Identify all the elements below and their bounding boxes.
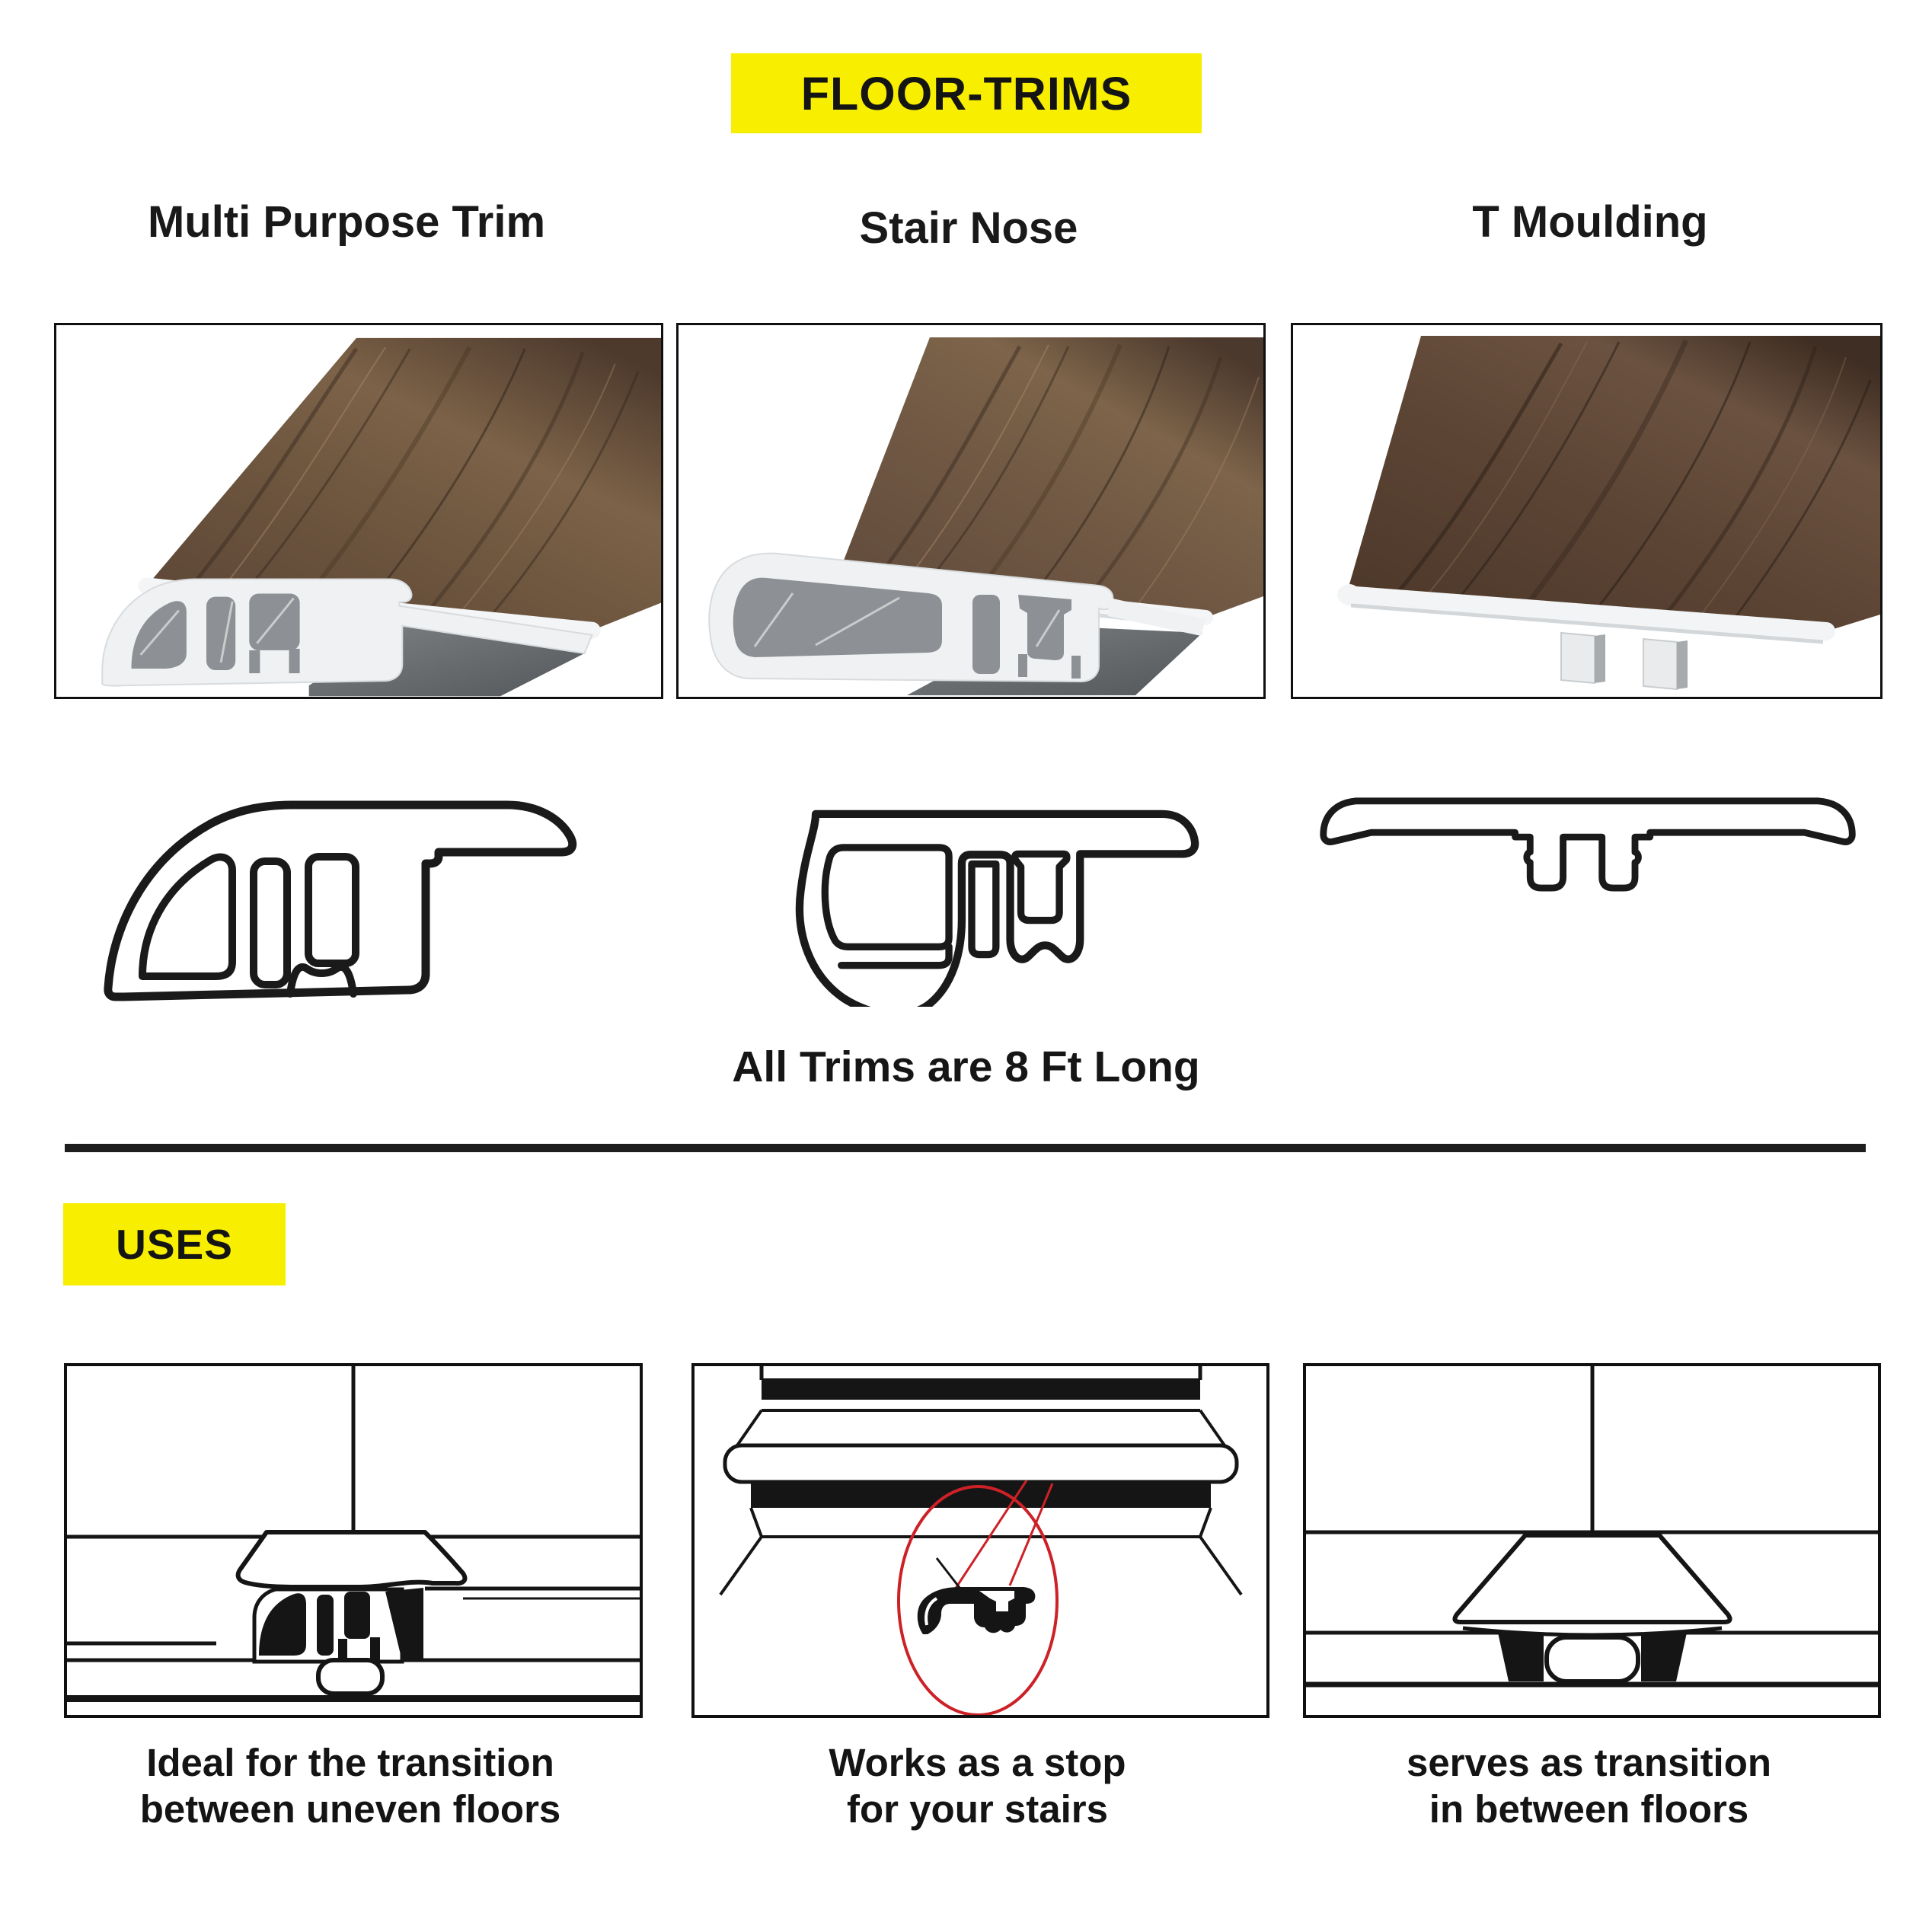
wood-plank: [1346, 336, 1880, 631]
multi-purpose-trim-profile-icon: [99, 775, 590, 1004]
profile-drawing-t-moulding: [1311, 794, 1866, 893]
product-photo-box-stair-nose: [676, 323, 1266, 699]
use-caption-line: serves as transition: [1406, 1741, 1772, 1784]
column-header-stair-nose: Stair Nose: [859, 203, 1078, 253]
use-caption-line: between uneven floors: [139, 1787, 561, 1831]
uses-section-label: USES: [63, 1203, 286, 1285]
column-header-t-moulding: T Moulding: [1472, 197, 1708, 247]
t-moulding-photo: [1293, 325, 1880, 697]
t-moulding-profile-icon: [1311, 794, 1866, 893]
profile-drawing-stair-nose: [750, 778, 1249, 1007]
use-caption-multi-purpose-trim: [64, 1739, 637, 1832]
t-moulding-use-illustration: [1306, 1366, 1878, 1715]
use-caption-line: in between floors: [1429, 1787, 1749, 1831]
use-caption-t-moulding: [1303, 1739, 1875, 1832]
product-photo-box-t-moulding: [1291, 323, 1883, 699]
use-caption-stair-nose: [691, 1739, 1263, 1832]
page-title: FLOOR-TRIMS: [731, 53, 1202, 133]
length-note: All Trims are 8 Ft Long: [732, 1043, 1200, 1091]
use-caption-line: for your stairs: [847, 1787, 1108, 1831]
use-caption-line: Works as a stop: [829, 1741, 1126, 1784]
stair-nose-profile-icon: [750, 778, 1249, 1007]
product-photo-box-multi-purpose-trim: [54, 323, 663, 699]
stair-nose-use-illustration: [695, 1366, 1266, 1715]
profile-drawing-multi-purpose-trim: [99, 775, 590, 1004]
use-illustration-box-stair-nose: [691, 1363, 1269, 1718]
column-header-multi-purpose-trim: Multi Purpose Trim: [147, 197, 546, 247]
use-caption-line: Ideal for the transition: [146, 1741, 554, 1784]
stair-nose-photo: [679, 325, 1263, 697]
use-illustration-box-multi-purpose-trim: [64, 1363, 643, 1718]
section-divider: [65, 1144, 1866, 1152]
multi-purpose-trim-use-illustration: [67, 1366, 640, 1715]
multi-purpose-trim-photo: [56, 325, 661, 697]
use-illustration-box-t-moulding: [1303, 1363, 1881, 1718]
